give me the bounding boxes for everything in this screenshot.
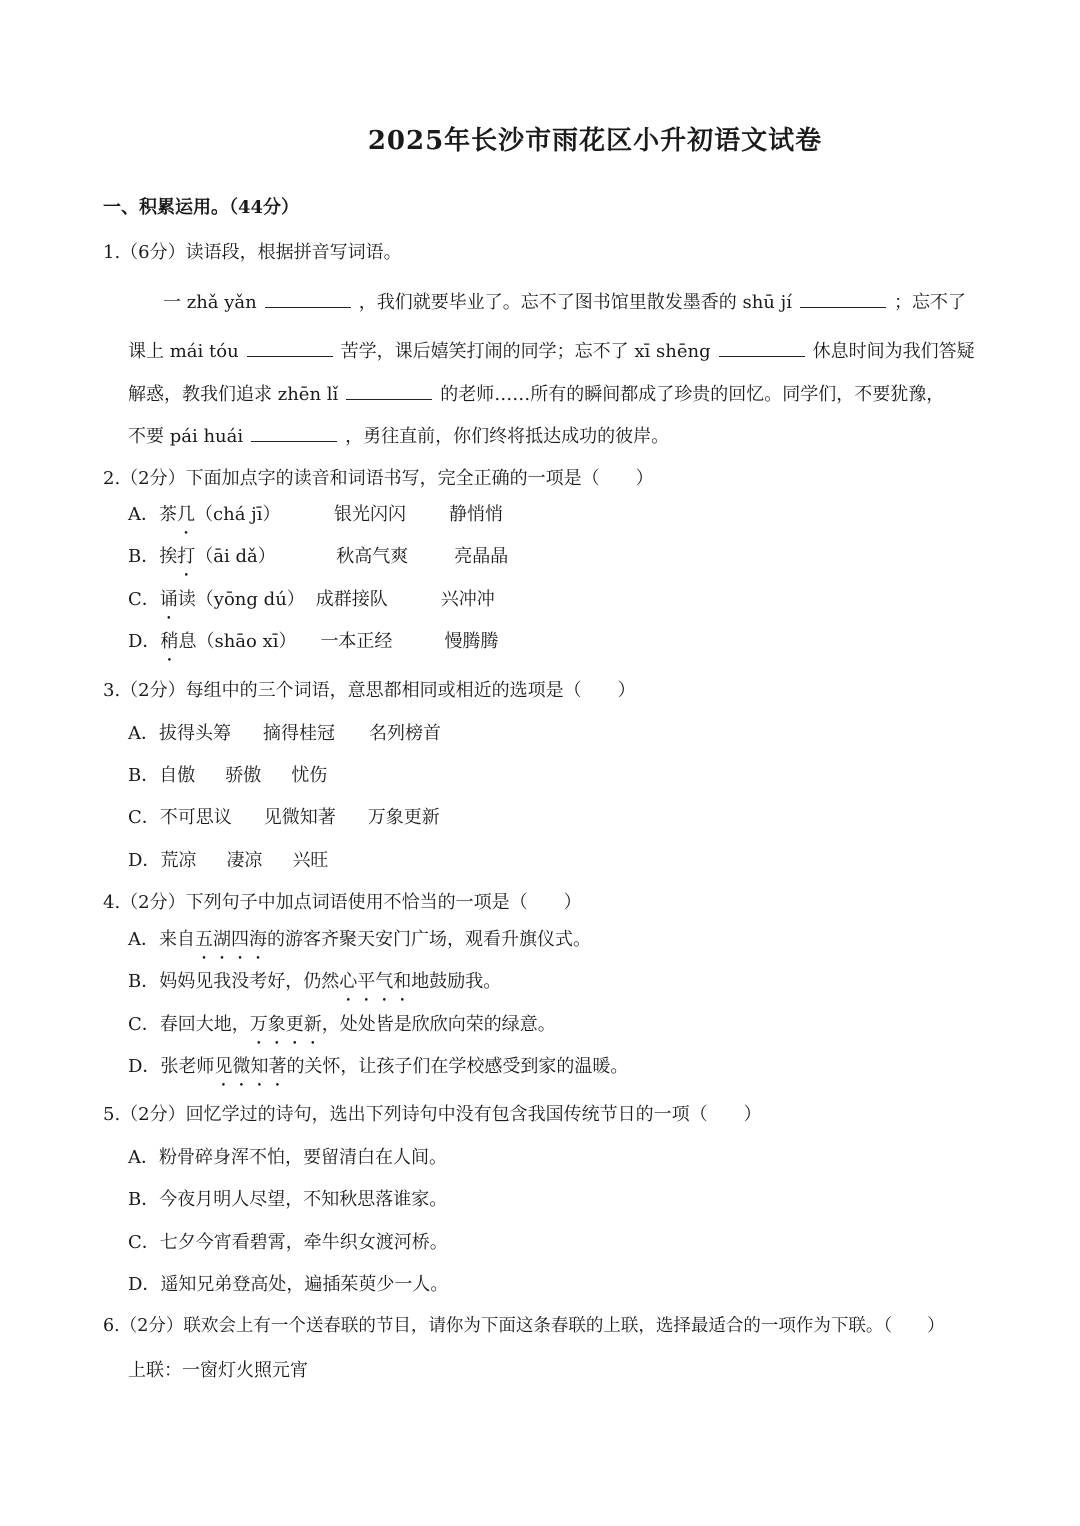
q1-line-1 [163, 288, 1013, 314]
q1-text: 解惑，教我们追求 zhēn lǐ [128, 384, 339, 405]
question-1-stem: 1.（6分）读语段，根据拼音写词语。 [103, 242, 402, 263]
emphasis-char: 著 [268, 1056, 287, 1077]
emphasis-char: 心 [339, 971, 358, 992]
question-4-stem: 4.（2分）下列句子中加点词语使用不恰当的一项是（ ） [103, 892, 582, 913]
emphasis-char: 四 [231, 929, 249, 950]
emphasis-char: 象 [267, 1014, 286, 1035]
emphasis-char: 平 [357, 971, 376, 992]
dotted-phrase [195, 929, 267, 950]
answer-blank[interactable] [800, 293, 886, 308]
q4-option-d[interactable]: D．张老师见微知著的关怀，让孩子们在学校感受到家的温暖。 [128, 1056, 629, 1077]
emphasis-char: 海 [249, 929, 267, 950]
q2-option-a[interactable]: A．茶几（chá jī） 银光闪闪 静悄悄 [128, 504, 503, 525]
question-3-stem: 3.（2分）每组中的三个词语，意思都相同或相近的选项是（ ） [103, 680, 636, 701]
q1-line-3 [128, 380, 978, 406]
q1-text: 的老师……所有的瞬间都成了珍贵的回忆。同学们，不要犹豫， [440, 384, 945, 405]
q4-option-c[interactable]: C．春回大地，万象更新，处处皆是欣欣向荣的绿意。 [128, 1014, 556, 1035]
emphasis-char: 知 [250, 1056, 269, 1077]
q4-option-b[interactable]: B．妈妈见我没考好，仍然心平气和地鼓励我。 [128, 971, 502, 992]
q2-option-c[interactable]: C．诵读（yōng dú） 成群接队 兴冲冲 [128, 589, 495, 610]
q1-text: 课上 mái tóu [128, 341, 239, 362]
q1-text: 休息时间为我们答疑 [812, 341, 975, 362]
question-6-stem: 6.（2分）联欢会上有一个送春联的节目，请你为下面这条春联的上联，选择最适合的一项作为下联。（ ） [103, 1316, 945, 1336]
q3-option-d[interactable]: D．荒凉 凄凉 兴旺 [128, 850, 329, 871]
dotted-phrase [250, 1014, 322, 1035]
emphasis-char: 万 [249, 1014, 268, 1035]
q1-text: 一 zhǎ yǎn [163, 292, 257, 313]
emphasis-char: 和 [393, 971, 412, 992]
question-5-stem: 5.（2分）回忆学过的诗句，选出下列诗句中没有包含我国传统节日的一项（ ） [103, 1104, 762, 1125]
q3-option-a[interactable]: A．拔得头筹 摘得桂冠 名列榜首 [128, 723, 441, 744]
emphasis-char: 气 [375, 971, 394, 992]
q2-option-d[interactable]: D．稍息（shāo xī） 一本正经 慢腾腾 [128, 631, 499, 652]
q3-option-c[interactable]: C．不可思议 见微知著 万象更新 [128, 807, 440, 828]
q3-option-b[interactable]: B．自傲 骄傲 忧伤 [128, 765, 328, 786]
answer-blank[interactable] [346, 385, 432, 400]
section-heading: 一、积累运用。（44分） [103, 197, 300, 218]
emphasis-char: 微 [232, 1056, 251, 1077]
q1-text: ，勇往直前，你们终将抵达成功的彼岸。 [345, 426, 670, 447]
q2-option-b[interactable]: B．挨打（āi dǎ） 秋高气爽 亮晶晶 [128, 546, 509, 567]
q5-option-b[interactable]: B．今夜月明人尽望，不知秋思落谁家。 [128, 1189, 448, 1210]
answer-blank[interactable] [247, 342, 333, 357]
emphasis-char: 新 [303, 1014, 322, 1035]
emphasis-char: 五 [195, 929, 213, 950]
q5-option-d[interactable]: D．遥知兄弟登高处，遍插茱萸少一人。 [128, 1274, 449, 1295]
answer-blank[interactable] [719, 342, 805, 357]
answer-blank[interactable] [251, 427, 337, 442]
q1-line-2 [128, 337, 978, 363]
question-2-stem: 2.（2分）下面加点字的读音和词语书写，完全正确的一项是（ ） [103, 468, 654, 489]
q5-option-c[interactable]: C．七夕今宵看碧霄，牵牛织女渡河桥。 [128, 1232, 448, 1253]
q1-line-4 [128, 422, 978, 448]
dotted-phrase [214, 1056, 286, 1077]
q1-text: ；忘不了 [893, 292, 966, 313]
q1-text: ，我们就要毕业了。忘不了图书馆里散发墨香的 shū jí [358, 292, 792, 313]
page-title: 2025年长沙市雨花区小升初语文试卷 [367, 126, 823, 156]
q5-option-a[interactable]: A．粉骨碎身浑不怕，要留清白在人间。 [128, 1147, 447, 1168]
emphasis-char: 见 [214, 1056, 233, 1077]
q1-text: 苦学，课后嬉笑打闹的同学；忘不了 xī shēng [340, 341, 711, 362]
emphasis-char: 湖 [213, 929, 231, 950]
q1-text: 不要 pái huái [128, 426, 244, 447]
couplet-upper: 上联：一窗灯火照元宵 [128, 1360, 308, 1381]
emphasis-char: 更 [285, 1014, 304, 1035]
dotted-phrase [339, 971, 411, 992]
q4-option-a[interactable]: A．来自五湖四海的游客齐聚天安门广场，观看升旗仪式。 [128, 929, 591, 950]
answer-blank[interactable] [265, 293, 351, 308]
